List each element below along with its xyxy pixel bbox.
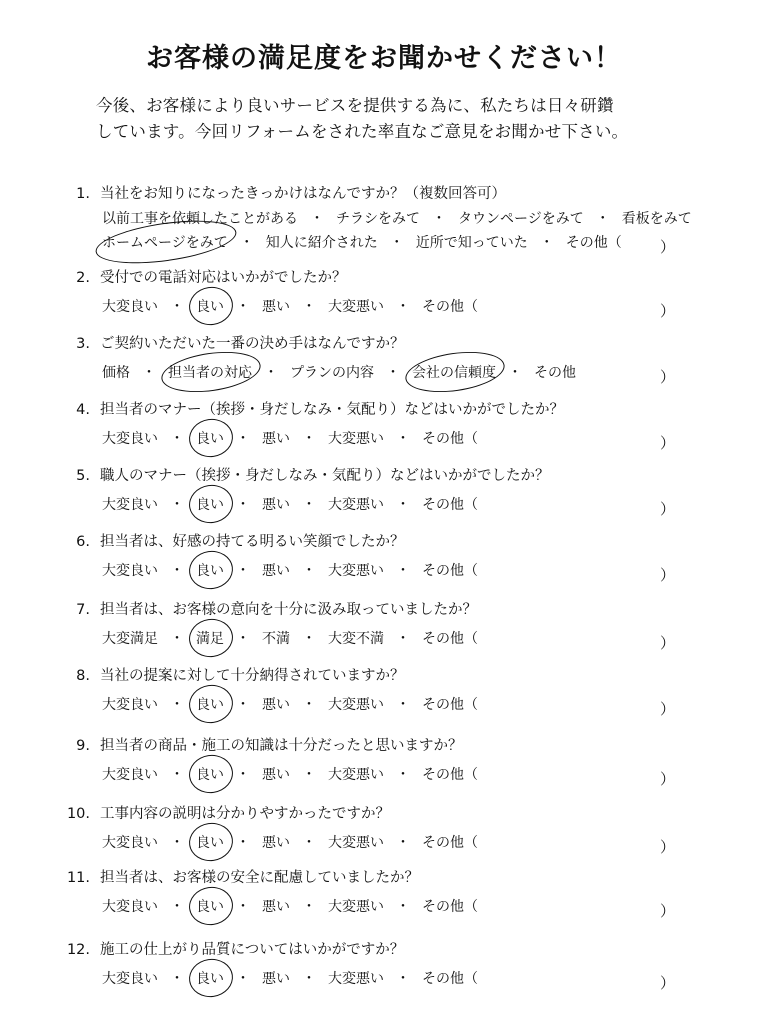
- question-text: [56, 332, 405, 353]
- answer-option[interactable]: 悪い: [262, 971, 290, 987]
- answer-option[interactable]: 大変悪い: [328, 767, 384, 783]
- option-separator: ・: [396, 767, 410, 783]
- answer-option[interactable]: 近所で知っていた: [415, 235, 528, 251]
- answer-option[interactable]: 看板をみて: [621, 211, 692, 227]
- option-separator: ・: [389, 235, 404, 251]
- option-separator: ・: [396, 971, 410, 987]
- other-close-paren: ）: [660, 974, 676, 992]
- option-separator: ・: [236, 299, 250, 315]
- answer-option[interactable]: 良い: [196, 296, 224, 316]
- answer-option[interactable]: 大変良い: [102, 971, 158, 987]
- option-separator: ・: [236, 631, 250, 647]
- answer-options: [102, 362, 576, 382]
- option-separator: ・: [396, 631, 410, 647]
- other-close-paren: ）: [660, 500, 676, 518]
- answer-option[interactable]: 大変悪い: [328, 971, 384, 987]
- answer-option[interactable]: 大変満足: [102, 631, 158, 647]
- answer-option[interactable]: 不満: [262, 631, 290, 647]
- answer-option[interactable]: 大変良い: [102, 767, 158, 783]
- question-label: 当社の提案に対して十分納得されていますか？: [100, 668, 405, 684]
- answer-option[interactable]: 大変悪い: [328, 697, 384, 713]
- option-separator: ・: [236, 497, 250, 513]
- question-number: 2.: [76, 270, 90, 286]
- answer-option[interactable]: 価格: [102, 365, 130, 381]
- option-separator: ・: [236, 767, 250, 783]
- answer-option[interactable]: 良い: [196, 832, 224, 852]
- other-close-paren: ）: [660, 634, 676, 652]
- answer-options: [102, 968, 478, 988]
- question-label: 担当者は、お客様の安全に配慮していましたか？: [100, 870, 419, 886]
- question-text: [46, 938, 404, 959]
- question-label: ご契約いただいた一番の決め手はなんですか？: [100, 336, 405, 352]
- answer-options: [102, 764, 478, 784]
- answer-option[interactable]: 悪い: [262, 697, 290, 713]
- answer-option[interactable]: 大変不満: [328, 631, 384, 647]
- answer-option[interactable]: 悪い: [262, 767, 290, 783]
- question-text: [56, 734, 463, 755]
- option-separator: ・: [236, 697, 250, 713]
- question-label: 施工の仕上がり品質についてはいかがですか？: [100, 942, 405, 958]
- option-separator: ・: [236, 899, 250, 915]
- option-separator: ・: [264, 365, 278, 381]
- option-separator: ・: [236, 563, 250, 579]
- option-separator: ・: [396, 899, 410, 915]
- answer-option[interactable]: その他（: [422, 971, 478, 987]
- option-separator: ・: [386, 365, 400, 381]
- answer-option[interactable]: 大変悪い: [328, 431, 384, 447]
- answer-option[interactable]: 悪い: [262, 431, 290, 447]
- answer-option[interactable]: その他: [534, 365, 576, 381]
- answer-option[interactable]: 良い: [196, 494, 224, 514]
- other-close-paren: ）: [660, 566, 676, 584]
- option-separator: ・: [302, 431, 316, 447]
- intro-line: しています。今回リフォームをされた率直なご意見をお聞かせ下さい。: [96, 122, 629, 141]
- answer-option[interactable]: 大変良い: [102, 697, 158, 713]
- option-separator: ・: [170, 497, 184, 513]
- answer-option[interactable]: 会社の信頼度: [412, 362, 496, 382]
- question-label: 担当者のマナー（挨拶・身だしなみ・気配り）などはいかがでしたか？: [100, 402, 564, 418]
- option-separator: ・: [170, 563, 184, 579]
- question-number: 9.: [76, 738, 90, 754]
- option-separator: ・: [170, 899, 184, 915]
- answer-option[interactable]: その他（: [422, 697, 478, 713]
- answer-options: [102, 494, 478, 514]
- answer-option[interactable]: 良い: [196, 896, 224, 916]
- option-separator: ・: [302, 299, 316, 315]
- option-separator: ・: [595, 211, 610, 227]
- option-separator: ・: [302, 767, 316, 783]
- option-separator: ・: [432, 211, 446, 227]
- answer-option[interactable]: その他（: [565, 235, 622, 251]
- answer-option[interactable]: 大変良い: [102, 563, 158, 579]
- option-separator: ・: [236, 835, 250, 851]
- option-separator: ・: [236, 431, 250, 447]
- answer-option[interactable]: 大変良い: [102, 497, 158, 513]
- question-text: [56, 266, 347, 287]
- answer-option[interactable]: その他（: [422, 431, 478, 447]
- answer-option[interactable]: 担当者の対応: [168, 362, 252, 382]
- answer-options: [102, 694, 478, 714]
- answer-options: [102, 296, 478, 316]
- answer-option[interactable]: 知人に紹介された: [265, 235, 378, 251]
- other-close-paren: ）: [660, 770, 676, 788]
- option-separator: ・: [396, 563, 410, 579]
- answer-option[interactable]: 良い: [196, 764, 224, 784]
- answer-option[interactable]: 大変悪い: [328, 299, 384, 315]
- other-close-paren: ）: [660, 238, 676, 256]
- answer-options: [102, 428, 478, 448]
- option-separator: ・: [396, 431, 410, 447]
- answer-option[interactable]: 悪い: [262, 299, 290, 315]
- option-separator: ・: [170, 299, 184, 315]
- other-close-paren: ）: [660, 838, 676, 856]
- option-separator: ・: [302, 497, 316, 513]
- question-label: 担当者は、好感の持てる明るい笑顔でしたか？: [100, 534, 405, 550]
- other-close-paren: ）: [660, 302, 676, 320]
- question-number: 7.: [76, 602, 90, 618]
- option-separator: ・: [239, 235, 254, 251]
- question-text: [46, 802, 390, 823]
- other-close-paren: ）: [660, 368, 676, 386]
- answer-option[interactable]: 大変良い: [102, 899, 158, 915]
- option-separator: ・: [396, 697, 410, 713]
- question-text: [56, 664, 405, 685]
- answer-option[interactable]: タウンページをみて: [458, 211, 584, 227]
- question-text: [56, 598, 477, 619]
- intro-line: 今後、お客様により良いサービスを提供する為に、私たちは日々研鑽: [96, 96, 614, 115]
- option-separator: ・: [302, 631, 316, 647]
- answer-option[interactable]: 大変悪い: [328, 563, 384, 579]
- question-number: 5.: [76, 468, 90, 484]
- option-separator: ・: [170, 431, 184, 447]
- question-label: 担当者の商品・施工の知識は十分だったと思いますか？: [100, 738, 463, 754]
- answer-option[interactable]: その他（: [422, 835, 478, 851]
- question-number: 11.: [66, 870, 90, 886]
- option-separator: ・: [302, 835, 316, 851]
- answer-option[interactable]: その他（: [422, 767, 478, 783]
- answer-option[interactable]: 良い: [196, 968, 224, 988]
- answer-options: [102, 232, 622, 252]
- option-separator: ・: [302, 563, 316, 579]
- question-number: 10.: [66, 806, 90, 822]
- answer-option[interactable]: 良い: [196, 428, 224, 448]
- question-label: 工事内容の説明は分かりやすかったですか？: [100, 806, 390, 822]
- question-text: [56, 530, 405, 551]
- question-text: [56, 464, 550, 485]
- answer-option[interactable]: チラシをみて: [336, 211, 420, 227]
- option-separator: ・: [539, 235, 554, 251]
- question-label: 当社をお知りになったきっかけはなんですか？（複数回答可）: [100, 186, 506, 202]
- option-separator: ・: [170, 697, 184, 713]
- survey-title: お客様の満足度をお聞かせください！: [146, 43, 622, 74]
- option-separator: ・: [142, 365, 156, 381]
- question-label: 職人のマナー（挨拶・身だしなみ・気配り）などはいかがでしたか？: [100, 468, 550, 484]
- answer-option[interactable]: 大変良い: [102, 299, 158, 315]
- option-separator: ・: [396, 299, 410, 315]
- option-separator: ・: [170, 631, 184, 647]
- answer-option[interactable]: 悪い: [262, 835, 290, 851]
- answer-option[interactable]: その他（: [422, 899, 478, 915]
- option-separator: ・: [310, 211, 324, 227]
- question-text: [56, 182, 506, 203]
- answer-option[interactable]: 大変悪い: [328, 835, 384, 851]
- question-number: 8.: [76, 668, 90, 684]
- answer-option[interactable]: 以前工事を依頼したことがある: [102, 211, 298, 227]
- question-number: 4.: [76, 402, 90, 418]
- question-text: [56, 398, 564, 419]
- other-close-paren: ）: [660, 700, 676, 718]
- answer-options: [102, 628, 478, 648]
- answer-option[interactable]: 良い: [196, 694, 224, 714]
- answer-option[interactable]: 大変悪い: [328, 497, 384, 513]
- answer-option[interactable]: ホームページをみて: [102, 232, 228, 252]
- other-close-paren: ）: [660, 902, 676, 920]
- answer-option[interactable]: その他（: [422, 299, 478, 315]
- answer-option[interactable]: 満足: [196, 628, 224, 648]
- option-separator: ・: [302, 899, 316, 915]
- answer-option[interactable]: 悪い: [262, 497, 290, 513]
- answer-option[interactable]: プランの内容: [290, 365, 374, 381]
- option-separator: ・: [302, 971, 316, 987]
- question-label: 受付での電話対応はいかがでしたか？: [100, 270, 347, 286]
- question-number: 12.: [66, 942, 90, 958]
- question-label: 担当者は、お客様の意向を十分に汲み取っていましたか？: [100, 602, 477, 618]
- option-separator: ・: [396, 835, 410, 851]
- option-separator: ・: [170, 835, 184, 851]
- answer-option[interactable]: 大変良い: [102, 835, 158, 851]
- other-close-paren: ）: [660, 434, 676, 452]
- question-text: [46, 866, 419, 887]
- option-separator: ・: [236, 971, 250, 987]
- question-number: 1.: [76, 186, 90, 202]
- option-separator: ・: [396, 497, 410, 513]
- option-separator: ・: [170, 971, 184, 987]
- question-number: 6.: [76, 534, 90, 550]
- answer-options: [102, 560, 478, 580]
- answer-option[interactable]: 大変悪い: [328, 899, 384, 915]
- answer-option[interactable]: その他（: [422, 631, 478, 647]
- answer-option[interactable]: 悪い: [262, 899, 290, 915]
- option-separator: ・: [302, 697, 316, 713]
- question-number: 3.: [76, 336, 90, 352]
- answer-options: [102, 896, 478, 916]
- answer-options: [102, 832, 478, 852]
- answer-option[interactable]: 良い: [196, 560, 224, 580]
- answer-option[interactable]: 悪い: [262, 563, 290, 579]
- answer-option[interactable]: 大変良い: [102, 431, 158, 447]
- option-separator: ・: [508, 365, 522, 381]
- answer-option[interactable]: その他（: [422, 497, 478, 513]
- option-separator: ・: [170, 767, 184, 783]
- answer-option[interactable]: その他（: [422, 563, 478, 579]
